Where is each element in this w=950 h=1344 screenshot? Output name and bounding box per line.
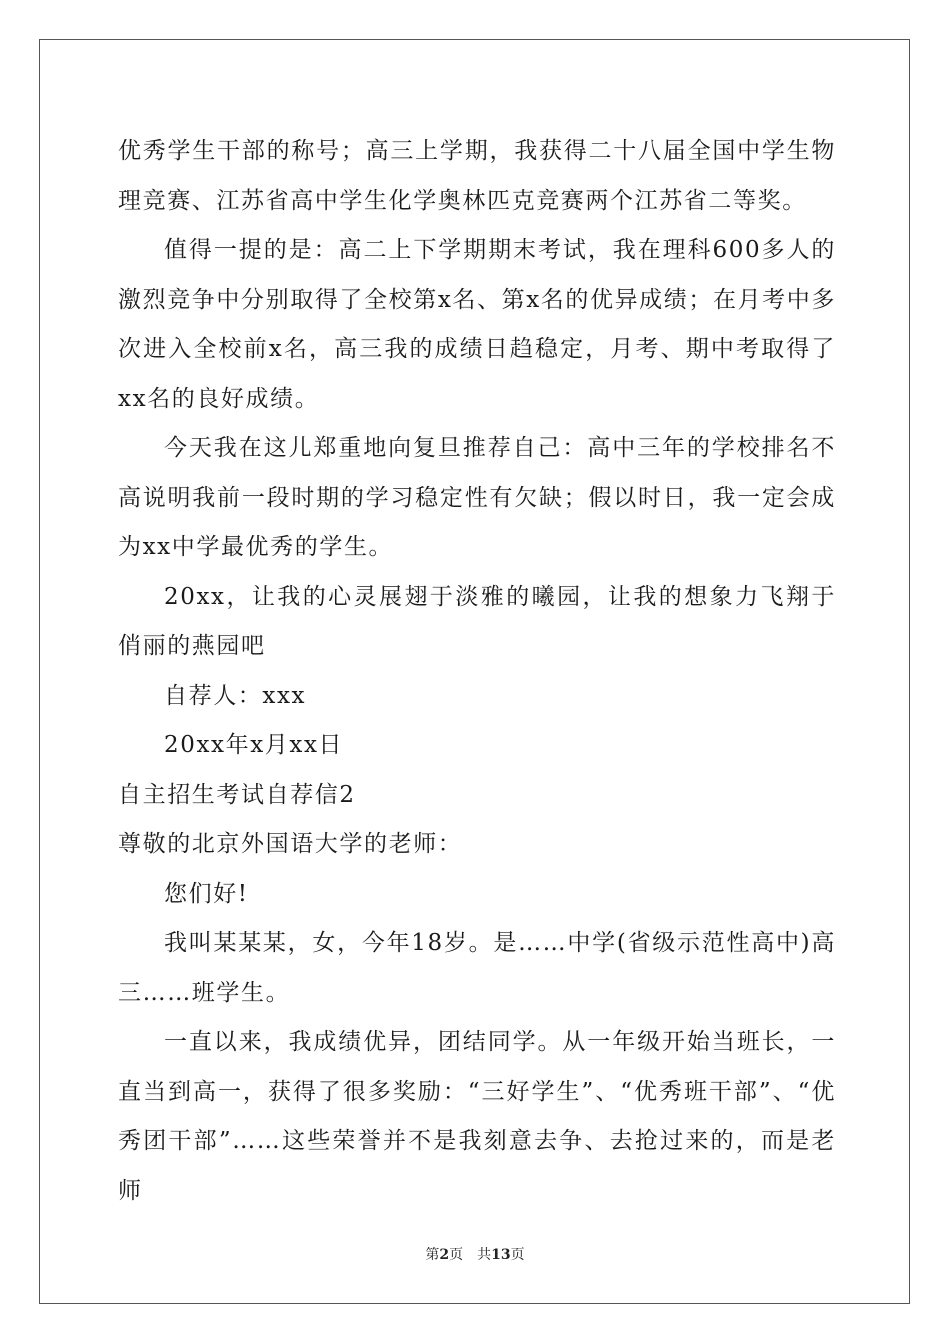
- signature-line: 自荐人：xxx: [164, 682, 307, 709]
- paragraph: 我叫某某某，女，今年18岁。是……中学(省级示范性高中)高三……班学生。: [118, 930, 836, 1006]
- total-pages-number: 13: [491, 1247, 511, 1263]
- date-line: 20xx年x月xx日: [164, 732, 344, 758]
- salutation: 尊敬的北京外国语大学的老师：: [118, 831, 463, 857]
- paragraph: 值得一提的是：高二上下学期期末考试，我在理科600多人的激烈竞争中分别取得了全校第x名、第x名的优异成绩；在月考中多次进入全校前x名，高三我的成绩日趋稳定，月考、期中考取得了xx名的良好成绩。: [118, 237, 836, 412]
- paragraph: 20xx，让我的心灵展翅于淡雅的曦园，让我的想象力飞翔于俏丽的燕园吧: [118, 583, 836, 659]
- page-footer: [0, 1245, 950, 1265]
- paragraph: 一直以来，我成绩优异，团结同学。从一年级开始当班长，一直当到高一，获得了很多奖励：“三好学生”、“优秀班干部”、“优秀团干部”……这些荣誉并不是我刻意去争、去抢过来的，而是老师: [118, 1029, 836, 1204]
- greeting: 您们好!: [164, 880, 249, 907]
- current-page-number: 2: [439, 1247, 450, 1263]
- paragraph: 今天我在这儿郑重地向复旦推荐自己：高中三年的学校排名不高说明我前一段时期的学习稳定性有欠缺；假以时日，我一定会成为xx中学最优秀的学生。: [118, 435, 836, 560]
- footer-prefix: 第: [425, 1247, 440, 1263]
- footer-suffix: 页: [510, 1247, 525, 1263]
- section-title: 自主招生考试自荐信2: [118, 781, 356, 808]
- footer-middle: 页 共: [449, 1247, 492, 1263]
- paragraph: 优秀学生干部的称号；高三上学期，我获得二十八届全国中学生物理竞赛、江苏省高中学生化学奥林匹克竞赛两个江苏省二等奖。: [118, 138, 836, 214]
- document-body: [118, 127, 836, 1216]
